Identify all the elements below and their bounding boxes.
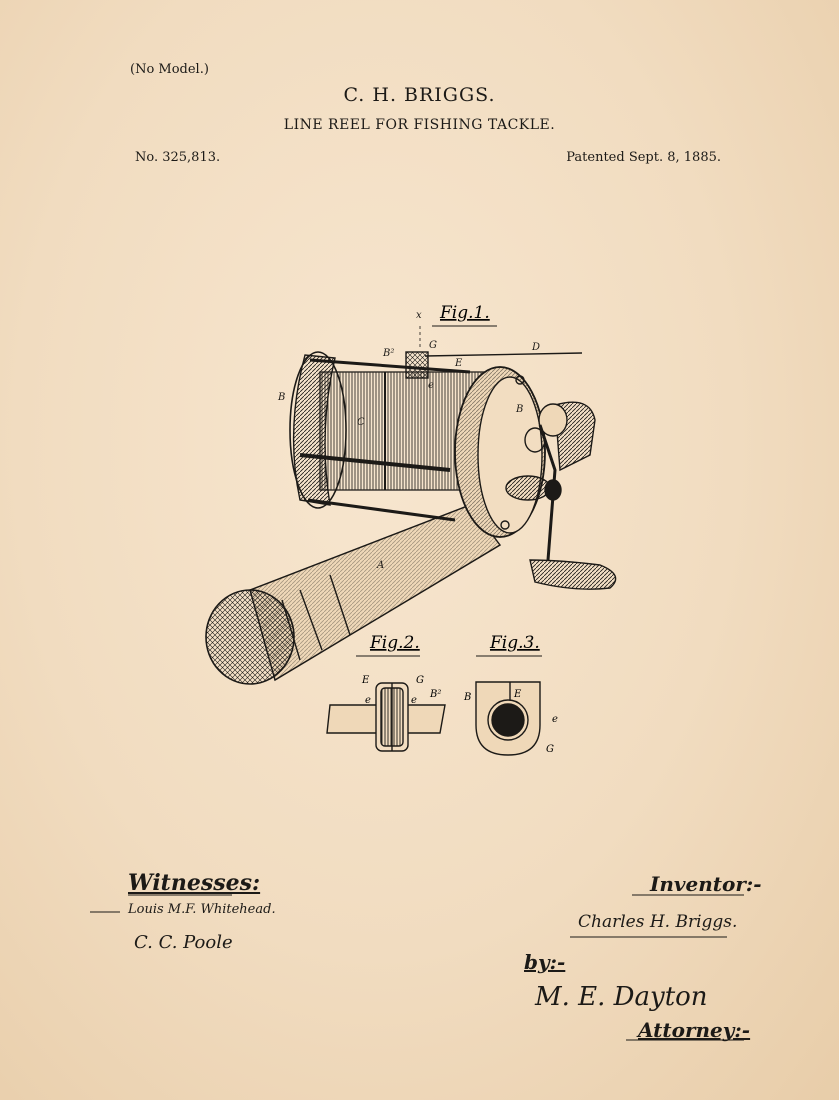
fig2-ref-g: G xyxy=(416,675,424,686)
ref-c: C xyxy=(357,417,365,428)
patent-date: Patented Sept. 8, 1885. xyxy=(566,150,721,165)
fig2-ref-e1: e xyxy=(365,695,371,706)
ref-e-lower: e xyxy=(428,380,434,391)
fig3-ref-b: B xyxy=(464,692,472,703)
inventor-heading: C. H. BRIGGS. xyxy=(343,84,496,106)
by-label: by:- xyxy=(524,950,566,974)
fig3-ref-g: G xyxy=(546,744,554,755)
fig1-title: Fig.1. xyxy=(440,303,490,323)
attorney-label: Attorney:- xyxy=(638,1018,751,1042)
fig3-ref-e-cap: E xyxy=(514,689,522,700)
ref-d: D xyxy=(532,342,541,353)
ref-g: G xyxy=(429,340,437,351)
ref-b2: B² xyxy=(383,348,395,359)
fig2-ref-e-cap: E xyxy=(362,675,370,686)
fig1-reel xyxy=(206,326,616,684)
fig1-rod-handle xyxy=(206,505,500,684)
patent-title: LINE REEL FOR FISHING TACKLE. xyxy=(283,117,556,133)
fig3 xyxy=(463,633,558,755)
fig3-title: Fig.3. xyxy=(490,633,540,653)
fig2-ref-b2: B² xyxy=(430,689,442,700)
fig3-ref-e: e xyxy=(552,714,558,725)
inventor-label: Inventor:- xyxy=(650,872,762,896)
ref-a: A xyxy=(377,560,385,571)
witnesses-label: Witnesses: xyxy=(128,870,261,896)
fig1-label xyxy=(432,303,497,326)
ref-b: B xyxy=(278,392,286,403)
attorney-signature: M. E. Dayton xyxy=(535,982,708,1012)
witness-2-signature: C. C. Poole xyxy=(134,932,233,953)
ref-e-upper: E xyxy=(455,358,463,369)
witness-1-signature: Louis M.F. Whitehead. xyxy=(128,902,276,917)
patent-number: No. 325,813. xyxy=(135,150,221,165)
ref-b-right: B xyxy=(516,404,524,415)
fig2 xyxy=(327,633,445,751)
fig2-ref-e2: e xyxy=(411,695,417,706)
fig2-title: Fig.2. xyxy=(370,633,420,653)
inventor-signature: Charles H. Briggs. xyxy=(578,912,738,932)
model-note: (No Model.) xyxy=(130,62,209,77)
ref-x: x xyxy=(416,310,422,321)
